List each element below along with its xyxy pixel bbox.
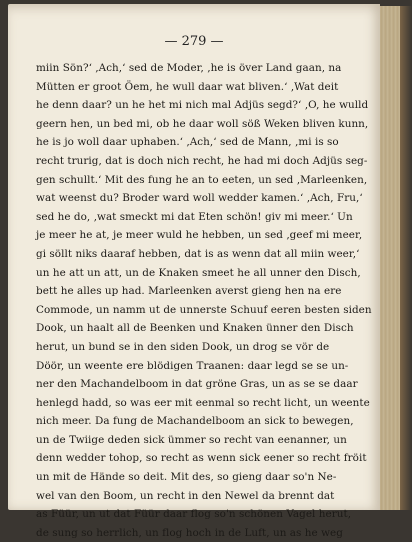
text-line: ner den Machandelboom in dat gröne Gras, un as se se daar: [36, 378, 358, 391]
text-line: Döör, un weente ere blödigen Traanen: daar legd se se un-: [36, 359, 349, 372]
page-number: — 279 —: [164, 34, 224, 49]
text-line: bett he alles up had. Marleenken averst gieng hen na ere: [36, 285, 342, 298]
text-line: sed he do, ‚wat smeckt mi dat Eten schön! giv mi meer.‘ Un: [36, 210, 353, 223]
text-line: denn wedder tohop, so recht as wenn sick eener so recht fröit: [36, 452, 367, 465]
text-line: as Füür, un ut dat Füür daar flog so'n schönen Vagel herut,: [36, 508, 352, 521]
book-page: [8, 4, 380, 539]
text-line: un de Twiige deden sick ümmer so recht van eenanner, un: [36, 433, 347, 446]
text-line: geern hen, un bed mi, ob he daar woll söß Weken bliven kunn,: [36, 117, 369, 130]
text-line: wel van den Boom, un recht in den Newel da brennt dat: [36, 489, 335, 502]
text-line: gen schullt.‘ Mit des fung he an to eeten, un sed ‚Marleenken,: [36, 173, 368, 186]
text-line: wat weenst du? Broder ward woll wedder kamen.‘ ‚Ach, Fru,‘: [36, 192, 363, 205]
book-edge-shadow: [400, 6, 412, 510]
text-line: un he att un att, un de Knaken smeet he all unner den Disch,: [36, 266, 361, 279]
text-line: un mit de Hände so deit. Mit des, so gieng daar so'n Ne-: [36, 471, 337, 484]
page-text-block: [36, 59, 372, 542]
text-line: nich meer. Da fung de Machandelboom an sick to bewegen,: [36, 415, 354, 428]
text-line: henlegd hadd, so was eer mit eenmal so recht licht, un weente: [36, 396, 370, 409]
text-line: he is jo woll daar uphaben.‘ ‚Ach,‘ sed de Mann, ‚mi is so: [36, 136, 339, 149]
text-line: recht trurig, dat is doch nich recht, he had mi doch Adjüs seg-: [36, 154, 368, 167]
text-line: herut, un bund se in den siden Dook, un drog se vör de: [36, 340, 330, 353]
text-line: he denn daar? un he het mi nich mal Adjüs segd?‘ ‚O, he wulld: [36, 99, 369, 112]
text-line: Dook, un haalt all de Beenken und Knaken ünner den Disch: [36, 322, 354, 335]
text-line: Mütten er groot Öem, he wull daar wat bliven.‘ ‚Wat deit: [36, 80, 339, 93]
text-line: Commode, un namm ut de unnerste Schuuf eeren besten siden: [36, 303, 372, 316]
text-line: miin Sön?‘ ‚Ach,‘ sed de Moder, ‚he is över Land gaan, na: [36, 62, 342, 74]
text-line: gi söllt niks daaraf hebben, dat is as wenn dat all miin weer,‘: [36, 247, 360, 260]
text-line: de sung so herrlich, un flog hoch in de Luft, un as he weg: [36, 526, 343, 539]
text-line: je meer he at, je meer wuld he hebben, un sed ‚geef mi meer,: [36, 229, 363, 242]
